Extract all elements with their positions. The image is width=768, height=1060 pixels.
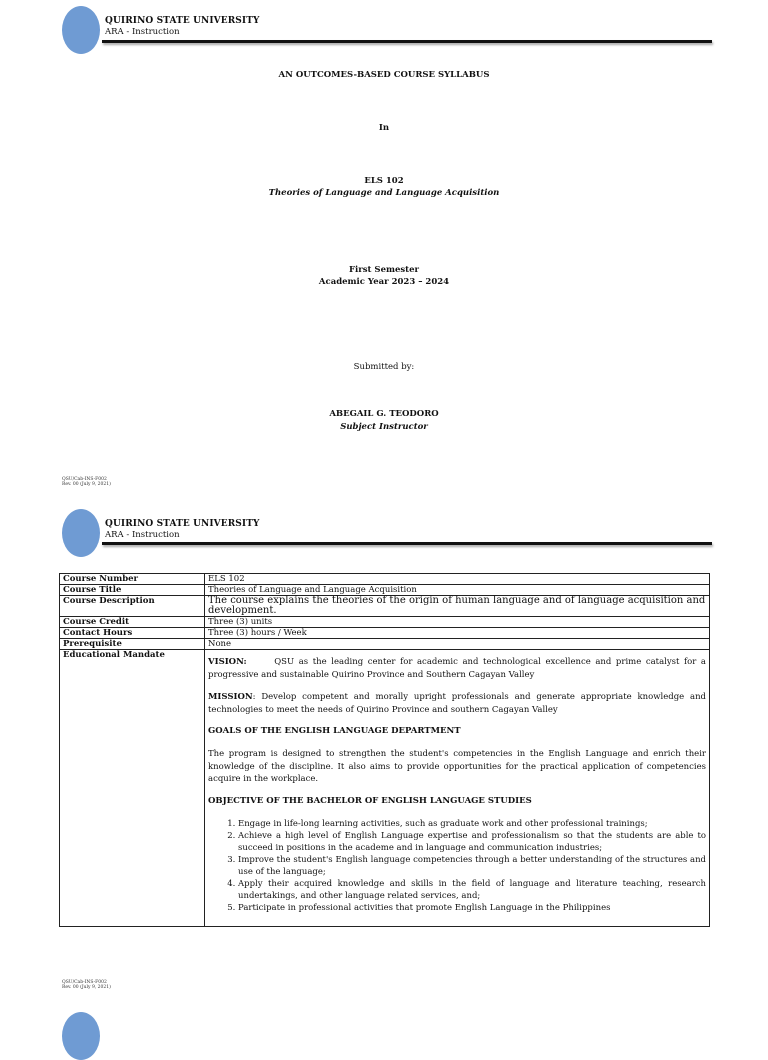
table-row — [60, 617, 710, 628]
objective-heading: OBJECTIVE OF THE BACHELOR OF ENGLISH LANGUAGE STUDIES — [208, 795, 532, 806]
footer-form-code: QSU/Cab-INS-F002 — [62, 477, 107, 482]
mission-text: : Develop competent and morally upright professionals and generate appropriate knowledge and technologies to meet the needs of Quirino Province and southern Cagayan Valley — [208, 692, 706, 715]
submitted-by-label: Submitted by: — [353, 362, 415, 372]
row-label: Course Description — [60, 596, 205, 617]
vision-label: VISION: — [208, 657, 247, 667]
row-label: Educational Mandate — [60, 650, 205, 927]
table-row — [60, 574, 710, 585]
row-value: Theories of Language and Language Acquisition — [205, 585, 710, 596]
goals-heading: GOALS OF THE ENGLISH LANGUAGE DEPARTMENT — [208, 726, 461, 736]
list-item: 5. Participate in professional activities that promote English Language in the Philippines — [238, 902, 706, 914]
university-name: QUIRINO STATE UNIVERSITY — [105, 519, 260, 529]
list-item: 3. Improve the student's English language competencies through a better understanding of the structures and use of the language; — [238, 854, 706, 878]
row-value: None — [205, 639, 710, 650]
row-label: Course Number — [60, 574, 205, 585]
list-item: 1. Engage in life-long learning activities, such as graduate work and other professional trainings; — [238, 818, 706, 830]
header-rule — [102, 40, 712, 43]
in-label: In — [378, 123, 390, 133]
educational-mandate-cell — [205, 650, 710, 927]
vision-text: QSU as the leading center for academic and technological excellence and prime catalyst for a progressive and sustainable Quirino Province and Southern Cagayan Valley — [208, 657, 706, 680]
objectives-list — [208, 818, 706, 914]
university-seal-logo — [62, 6, 100, 54]
vision-paragraph — [208, 656, 706, 681]
instructor-name: ABEGAIL G. TEODORO — [329, 409, 439, 419]
office-name: ARA - Instruction — [105, 530, 180, 540]
row-label: Course Credit — [60, 617, 205, 628]
list-item: 2. Achieve a high level of English Language expertise and professionalism so that the students are able to succeed in positions in the academe and in language and communication industries; — [238, 830, 706, 854]
table-row — [60, 628, 710, 639]
table-row — [60, 650, 710, 927]
table-row — [60, 585, 710, 596]
row-value: Three (3) units — [205, 617, 710, 628]
row-value: Three (3) hours / Week — [205, 628, 710, 639]
row-value: ELS 102 — [205, 574, 710, 585]
university-name: QUIRINO STATE UNIVERSITY — [105, 16, 260, 26]
mission-paragraph — [208, 691, 706, 716]
instructor-role: Subject Instructor — [340, 422, 428, 432]
footer-revision: Rev. 00 (July 9, 2021) — [62, 985, 111, 990]
document-title: AN OUTCOMES-BASED COURSE SYLLABUS — [278, 70, 490, 80]
table-row — [60, 639, 710, 650]
row-label: Contact Hours — [60, 628, 205, 639]
row-label: Course Title — [60, 585, 205, 596]
footer-revision: Rev. 00 (July 9, 2021) — [62, 482, 111, 487]
office-name: ARA - Instruction — [105, 27, 180, 37]
row-value: The course explains the theories of the origin of human language and of language acquisition and development. — [205, 596, 710, 617]
university-seal-logo — [62, 509, 100, 557]
course-info-table — [59, 573, 710, 927]
mission-label: MISSION — [208, 692, 253, 702]
semester: First Semester — [349, 265, 419, 275]
academic-year: Academic Year 2023 – 2024 — [318, 277, 450, 287]
goals-text: The program is designed to strengthen the student's competencies in the English Language and enrich their knowledge of the discipline. It also aims to provide opportunities for the practical application of competencies acquire in the workplace. — [208, 749, 706, 784]
list-item: 4. Apply their acquired knowledge and skills in the field of language and literature teaching, research undertakings, and other language related services, and; — [238, 878, 706, 902]
table-row — [60, 596, 710, 617]
header-rule — [102, 542, 712, 545]
university-seal-logo — [62, 1012, 100, 1060]
footer-form-code: QSU/Cab-INS-F002 — [62, 980, 107, 985]
row-label: Prerequisite — [60, 639, 205, 650]
course-title: Theories of Language and Language Acquisition — [268, 188, 500, 198]
course-code: ELS 102 — [364, 176, 404, 186]
